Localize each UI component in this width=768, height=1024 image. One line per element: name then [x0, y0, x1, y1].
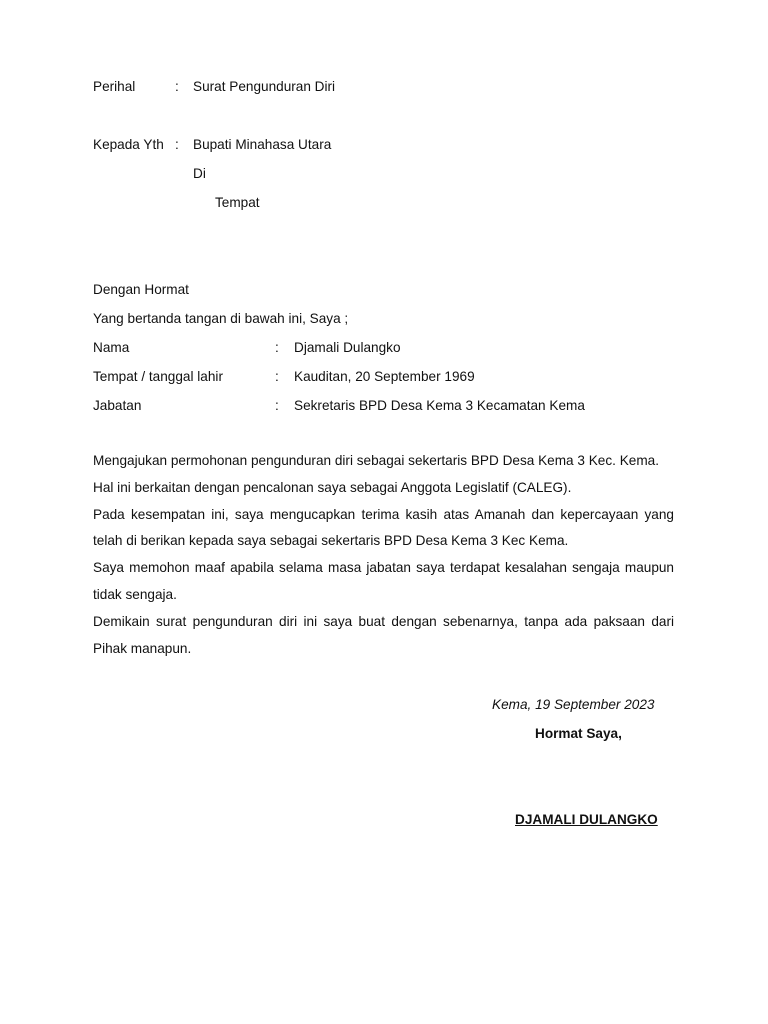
body-line: Demikain surat pengunduran diri ini saya buat dengan sebenarnya, tanpa ada paksaan dari	[93, 613, 674, 629]
closing-regards: Hormat Saya,	[535, 726, 622, 741]
kepada-value: Bupati Minahasa Utara	[193, 137, 332, 152]
identity-colon: :	[275, 369, 279, 384]
body-line: Hal ini berkaitan dengan pencalonan saya sebagai Anggota Legislatif (CALEG).	[93, 479, 572, 495]
identity-colon: :	[275, 340, 279, 355]
body-line: Mengajukan permohonan pengunduran diri sebagai sekertaris BPD Desa Kema 3 Kec. Kema.	[93, 453, 659, 468]
identity-value: Djamali Dulangko	[294, 340, 401, 355]
kepada-label: Kepada Yth	[93, 137, 164, 152]
body-line: tidak sengaja.	[93, 586, 177, 602]
identity-value: Sekretaris BPD Desa Kema 3 Kecamatan Kema	[294, 398, 585, 413]
perihal-value: Surat Pengunduran Diri	[193, 79, 336, 94]
greeting: Dengan Hormat	[93, 282, 189, 297]
body-line: Pada kesempatan ini, saya mengucapkan terima kasih atas Amanah dan kepercayaan yang	[93, 506, 674, 522]
signer-name: DJAMALI DULANGKO	[515, 812, 658, 827]
body-line: Pihak manapun.	[93, 640, 192, 656]
perihal-colon: :	[175, 79, 179, 94]
body-line: Saya memohon maaf apabila selama masa jabatan saya terdapat kesalahan sengaja maupun	[93, 560, 674, 576]
body-paragraph	[93, 448, 674, 662]
identity-value: Kauditan, 20 September 1969	[294, 369, 475, 384]
identity-colon: :	[275, 398, 279, 413]
recipient-tempat: Tempat	[215, 195, 260, 210]
recipient-di: Di	[193, 166, 206, 181]
identity-label: Nama	[93, 340, 130, 355]
identity-label: Tempat / tanggal lahir	[93, 369, 223, 384]
place-date: Kema, 19 September 2023	[492, 697, 655, 712]
identity-label: Jabatan	[93, 398, 142, 413]
kepada-colon: :	[175, 137, 179, 152]
perihal-label: Perihal	[93, 79, 136, 94]
body-line: telah di berikan kepada saya sebagai sekertaris BPD Desa Kema 3 Kec Kema.	[93, 533, 569, 549]
intro-line: Yang bertanda tangan di bawah ini, Saya ;	[93, 311, 349, 326]
